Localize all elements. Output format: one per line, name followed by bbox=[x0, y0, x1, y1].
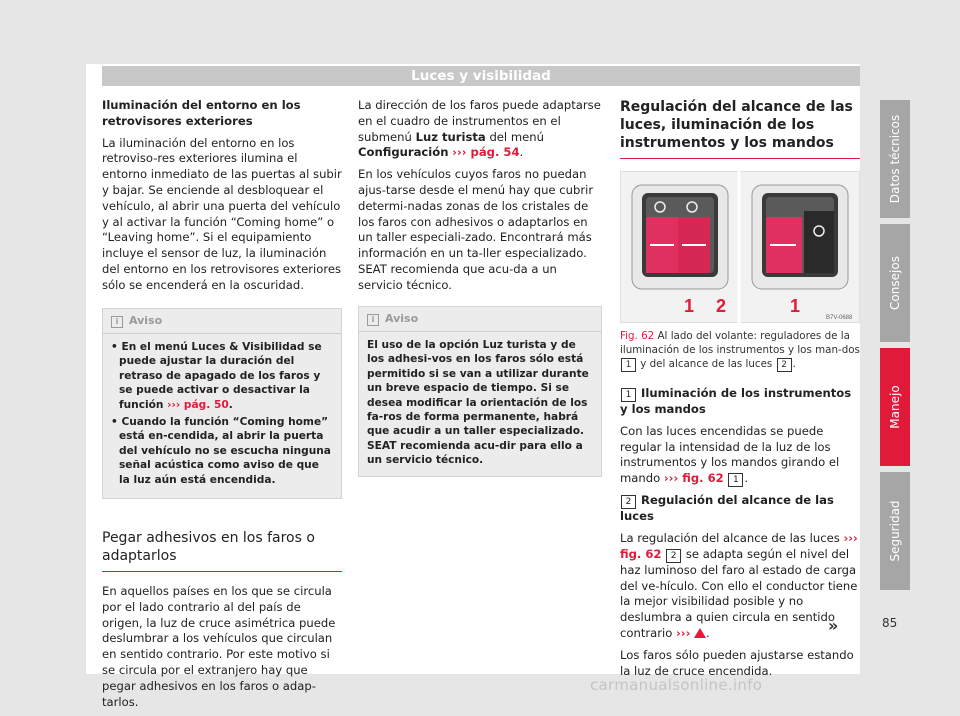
notice-item: • En el menú Luces & Visibilidad se puede ajustar la duración del retraso de apagado de los faros y se puede activar o desactivar la función ››› pág. 50. bbox=[111, 340, 322, 411]
column-2 bbox=[358, 98, 602, 477]
section-title-adhesives: Pegar adhesivos en los faros o adaptarlos bbox=[102, 529, 342, 572]
page-header: Luces y visibilidad bbox=[102, 66, 860, 86]
dashboard-controls-illustration bbox=[620, 171, 860, 323]
warning-link[interactable]: ››› bbox=[676, 625, 691, 640]
paragraph-headlight-adhesives: En los vehículos cuyos faros no puedan ajus-tarse desde el menú hay que cubrir determi-nadas zonas de los cristales de los faros con adhesivos o adaptarlos en un taller especiali-zado. Encontrará más información en un ta-ller especializado. SEAT recomienda que acu-da a un servicio técnico. bbox=[358, 167, 594, 292]
figure-caption: Fig. 62 Al lado del volante: reguladores de la iluminación de los instrumentos y los man-dos 1 y del alcance de las luces 2 . bbox=[620, 330, 860, 370]
page-number: 85 bbox=[882, 616, 898, 630]
column-1 bbox=[102, 98, 342, 716]
figure-link[interactable]: ››› fig. 62 bbox=[663, 471, 724, 486]
page-link[interactable]: ››› pág. 50 bbox=[167, 398, 229, 411]
figure-62 bbox=[620, 171, 860, 323]
tab-seguridad[interactable]: Seguridad bbox=[880, 472, 910, 590]
notice-title: i Aviso bbox=[359, 312, 601, 332]
paragraph-last: Los faros sólo pueden ajustarse estando la luz de cruce encendida. bbox=[620, 647, 854, 678]
item2-text: La regulación del alcance de las luces ››› fig. 62 2 se adapta según el nivel del haz luminoso del faro al estado de carga del ve-hículo. Con ello el conductor tiene la mejor visibilidad posible y no deslumbra a quien circula en sentido contrario ››› . bbox=[620, 530, 858, 640]
continue-marker: » bbox=[828, 616, 839, 635]
warning-icon bbox=[694, 628, 706, 638]
watermark: carmanualsonline.info bbox=[590, 676, 763, 694]
heading-mirror-lighting: Iluminación del entorno en los retrovisores exteriores bbox=[102, 98, 301, 128]
paragraph-mirror-lighting: La iluminación del entorno en los retroviso-res exteriores ilumina el entorno inmediato de las puertas al subir y bajar. Se enciende al desbloquear el vehículo, al abrir una puerta del vehículo y al activar la función “Coming home” o “Leaving home”. Si el equipamiento incluye el sensor de luz, la iluminación del entorno en los retrovisores exteriores sólo se encenderá en la oscuridad. bbox=[102, 135, 342, 292]
section-title-light-range: Regulación del alcance de las luces, iluminación de los instrumentos y los mandos bbox=[620, 98, 860, 159]
paragraph-adhesives: En aquellos países en los que se circula por el lado contrario al del país de origen, la luz de cruce asimétrica puede deslumbrar a los vehículos que circulan en sentido contrario. Por este motivo si se circula por el extranjero hay que pegar adhesivos en los faros o adap-tarlos. bbox=[102, 584, 336, 709]
figure-label: 2 bbox=[716, 296, 727, 316]
page-link[interactable]: ››› pág. 54 bbox=[452, 145, 520, 160]
paragraph-headlight-direction: La dirección de los faros puede adaptarse en el cuadro de instrumentos en el submenú Luz turista del menú Configuración ››› pág. 54. bbox=[358, 98, 601, 160]
item1-title: 1 Iluminación de los instrumentos y los mandos bbox=[620, 386, 852, 416]
notice-item: • Cuando la función “Coming home” está en-cendida, al abrir la puerta del vehículo no se escucha ninguna señal acústica como aviso de que la luz aún está encendida. bbox=[111, 416, 331, 486]
info-icon: i bbox=[111, 316, 123, 328]
notice-text: El uso de la opción Luz turista y de los adhesi-vos en los faros sólo está permitido si se van a utilizar durante un breve espacio de tiempo. Si se desea modificar la orientación de los fa-ros de forma permanente, habrá que acudir a un taller especializado. SEAT recomienda acu-dir para ello a un servicio técnico. bbox=[367, 338, 589, 467]
notice-box-2 bbox=[358, 306, 602, 477]
figure-label: 1 bbox=[790, 296, 801, 316]
item2-title: 2 Regulación del alcance de las luces bbox=[620, 493, 834, 524]
info-icon: i bbox=[367, 314, 379, 326]
item1-text: Con las luces encendidas se puede regular la intensidad de la luz de los instrumentos y los mandos girando el mando ››› fig. 62 1 . bbox=[620, 423, 840, 486]
tab-datos-tecnicos[interactable]: Datos técnicos bbox=[880, 100, 910, 218]
figure-link[interactable]: ››› fig. 62 bbox=[620, 530, 858, 561]
tab-manejo[interactable]: Manejo bbox=[880, 348, 910, 466]
figure-code: B7V-0688 bbox=[826, 315, 853, 321]
figure-label: 1 bbox=[684, 296, 695, 316]
notice-title: i Aviso bbox=[103, 314, 341, 334]
tab-consejos[interactable]: Consejos bbox=[880, 224, 910, 342]
column-3 bbox=[620, 98, 860, 685]
notice-box-1 bbox=[102, 308, 342, 499]
